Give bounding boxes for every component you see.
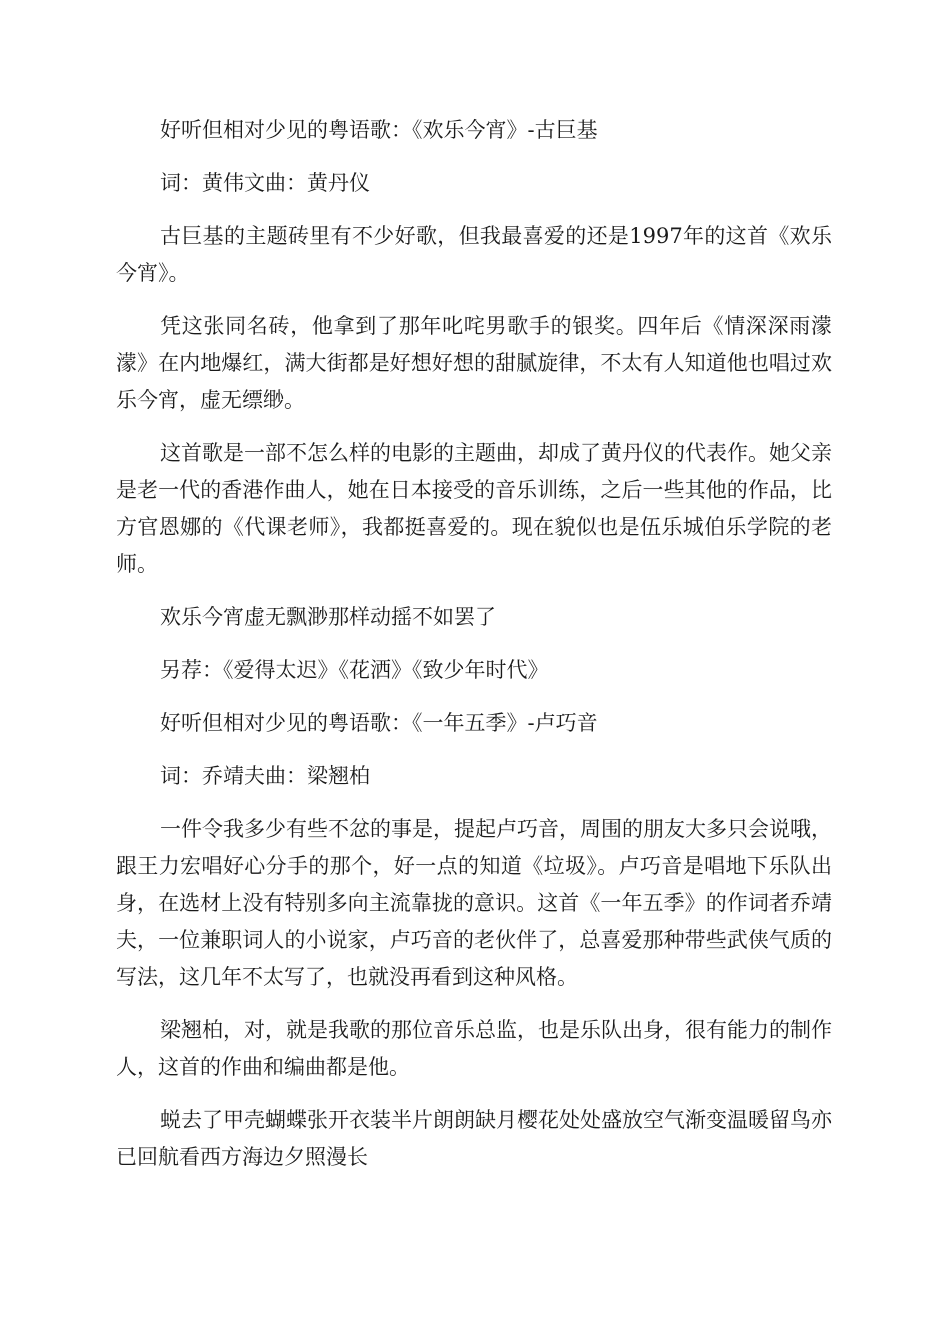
body-paragraph: 一件令我多少有些不忿的事是，提起卢巧音，周围的朋友大多只会说哦，跟王力宏唱好心分手的那个，好一点的知道《垃圾》。卢巧音是唱地下乐队出身，在选材上没有特别多向主流靠拢的意识。这首《一年五季》的作词者乔靖夫，一位兼职词人的小说家，卢巧音的老伙伴了，总喜爱那种带些武侠气质的写法，这几年不太写了，也就没再看到这种风格。 xyxy=(116,817,832,989)
song-credits: 词：乔靖夫曲：梁翘柏 xyxy=(160,764,370,788)
song-heading: 好听但相对少见的粤语歌：《欢乐今宵》-古巨基 xyxy=(160,118,598,142)
recommendations: 另荐：《爱得太迟》《花洒》《致少年时代》 xyxy=(160,658,549,682)
body-paragraph: 凭这张同名砖，他拿到了那年叱咤男歌手的银奖。四年后《情深深雨濛濛》在内地爆红，满大街都是好想好想的甜腻旋律，不太有人知道他也唱过欢乐今宵，虚无缥缈。 xyxy=(116,314,832,412)
lyric-line: 蜕去了甲壳蝴蝶张开衣装半片朗朗缺月樱花处处盛放空气渐变温暖留鸟亦已回航看西方海边夕照漫长 xyxy=(116,1108,832,1169)
song-credits: 词：黄伟文曲：黄丹仪 xyxy=(160,171,370,195)
song-heading: 好听但相对少见的粤语歌：《一年五季》-卢巧音 xyxy=(160,711,598,735)
lyric-line: 欢乐今宵虚无飘渺那样动摇不如罢了 xyxy=(160,605,496,629)
body-paragraph: 这首歌是一部不怎么样的电影的主题曲，却成了黄丹仪的代表作。她父亲是老一代的香港作曲人，她在日本接受的音乐训练，之后一些其他的作品，比方官恩娜的《代课老师》，我都挺喜爱的。现在貌似也是伍乐城伯乐学院的老师。 xyxy=(116,441,832,576)
body-paragraph: 古巨基的主题砖里有不少好歌，但我最喜爱的还是1997年的这首《欢乐今宵》。 xyxy=(116,224,832,285)
body-paragraph: 梁翘柏，对，就是我歌的那位音乐总监，也是乐队出身，很有能力的制作人，这首的作曲和编曲都是他。 xyxy=(116,1018,832,1079)
